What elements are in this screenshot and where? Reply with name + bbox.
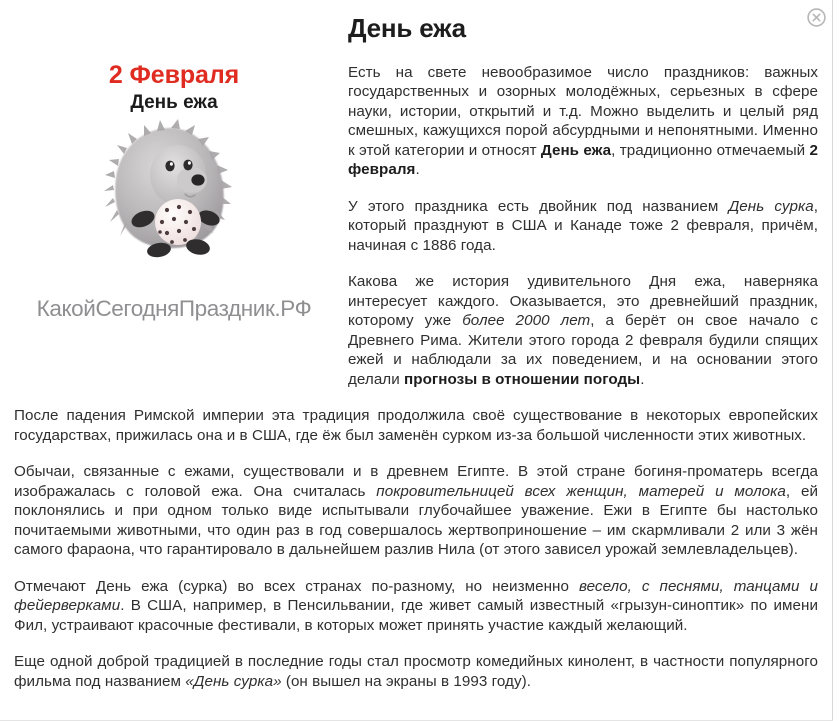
site-watermark: КакойСегодняПраздник.РФ (36, 296, 312, 321)
card-subtitle: День ежа (130, 91, 218, 113)
paragraph-p4 (14, 406, 818, 445)
text-run: Отмечают День ежа (сурка) во всех странах по-разному, но неизменно (14, 577, 579, 595)
text-run: , ей поклонялись и при одном только виде испытывали глубочайшее уважение. Ежи в Египте бы настолько почитаемыми животными, что один раз в год совершалось жертвоприношение – им скармливали 2 или 3 жён самого фараона, что гарантировало в дальнейшем разлив Нила (от этого зависел урожай землевладельцев). (14, 482, 818, 559)
text-run: Еще одной доброй традицией в последние годы стал просмотр комедийных кинолент, в частности популярного фильма под названием (14, 653, 818, 690)
text-run: После падения Римской империи эта традиция продолжила своё существование в некоторых европейских государствах, прижилась она и в США, где ёж был заменён сурком из-за большой численности этих животных. (14, 407, 818, 444)
paragraph-p5 (14, 462, 818, 560)
text-run: (он вышел на экраны в 1993 году). (281, 672, 531, 690)
text-run: . В США, например, в Пенсильвании, где живет самый известный «грызун-синоптик» по имени Фил, устраивают красочные фестивали, в которых может принять участие каждый желающий. (14, 597, 818, 634)
text-run: Есть на свете невообразимое число праздников: важных государственных и озорных молодёжных, серьезных в сфере науки, истории, открытий и т.д. Можно выделить и целый ряд смешных, кажущихся порой абсурдными и непонятными. Именно к этой категории и относят (348, 63, 818, 159)
text-run: Обычаи, связанные с ежами, существовали и в древнем Египте. В этой стране богиня-проматерь всегда изображалась с головой ежа. Она считалась (14, 463, 818, 500)
emphasis-italic: более 2000 лет (462, 312, 591, 330)
page-title: День ежа (348, 13, 466, 43)
text-run: , который празднуют в США и Канаде тоже 2 февраля, причём, начиная с 1886 года. (348, 197, 818, 254)
emphasis-italic: весело, с песнями, танцами и фейерверками (14, 577, 818, 615)
paragraph-p3 (14, 272, 818, 389)
hedgehog-illustration (14, 118, 334, 258)
emphasis-bold: 2 февраля (348, 141, 818, 179)
emphasis-italic: «День сурка» (185, 672, 282, 690)
text-run: У этого праздника есть двойник под названием (348, 197, 729, 215)
emphasis-bold: прогнозы в отношении погоды (404, 370, 641, 388)
card-date: 2 Февраля (108, 61, 240, 89)
holiday-image-card (14, 61, 334, 321)
paragraph-p6 (14, 577, 818, 636)
close-button[interactable] (807, 8, 826, 27)
emphasis-bold: День ежа (540, 141, 612, 159)
text-run: , а берёт он свое начало с Древнего Рима. Жители этого города 2 февраля будили спящих ежей и наблюдали за их поведением, и на основании этого делали (348, 312, 818, 388)
hedgehog-toy-icon (99, 118, 249, 260)
close-icon (807, 8, 826, 27)
emphasis-italic: покровительницей всех женщин, матерей и молока (376, 482, 786, 500)
text-run: , традиционно отмечаемый (611, 141, 810, 159)
text-run: . (415, 161, 420, 179)
frame-border-right (832, 0, 833, 721)
paragraph-p7 (14, 652, 818, 691)
text-run: . (640, 370, 645, 388)
text-run: Какова же история удивительного Дня ежа, наверняка интересует каждого. Оказывается, это древнейший праздник, которому уже (348, 273, 818, 330)
emphasis-italic: День сурка (728, 197, 814, 215)
